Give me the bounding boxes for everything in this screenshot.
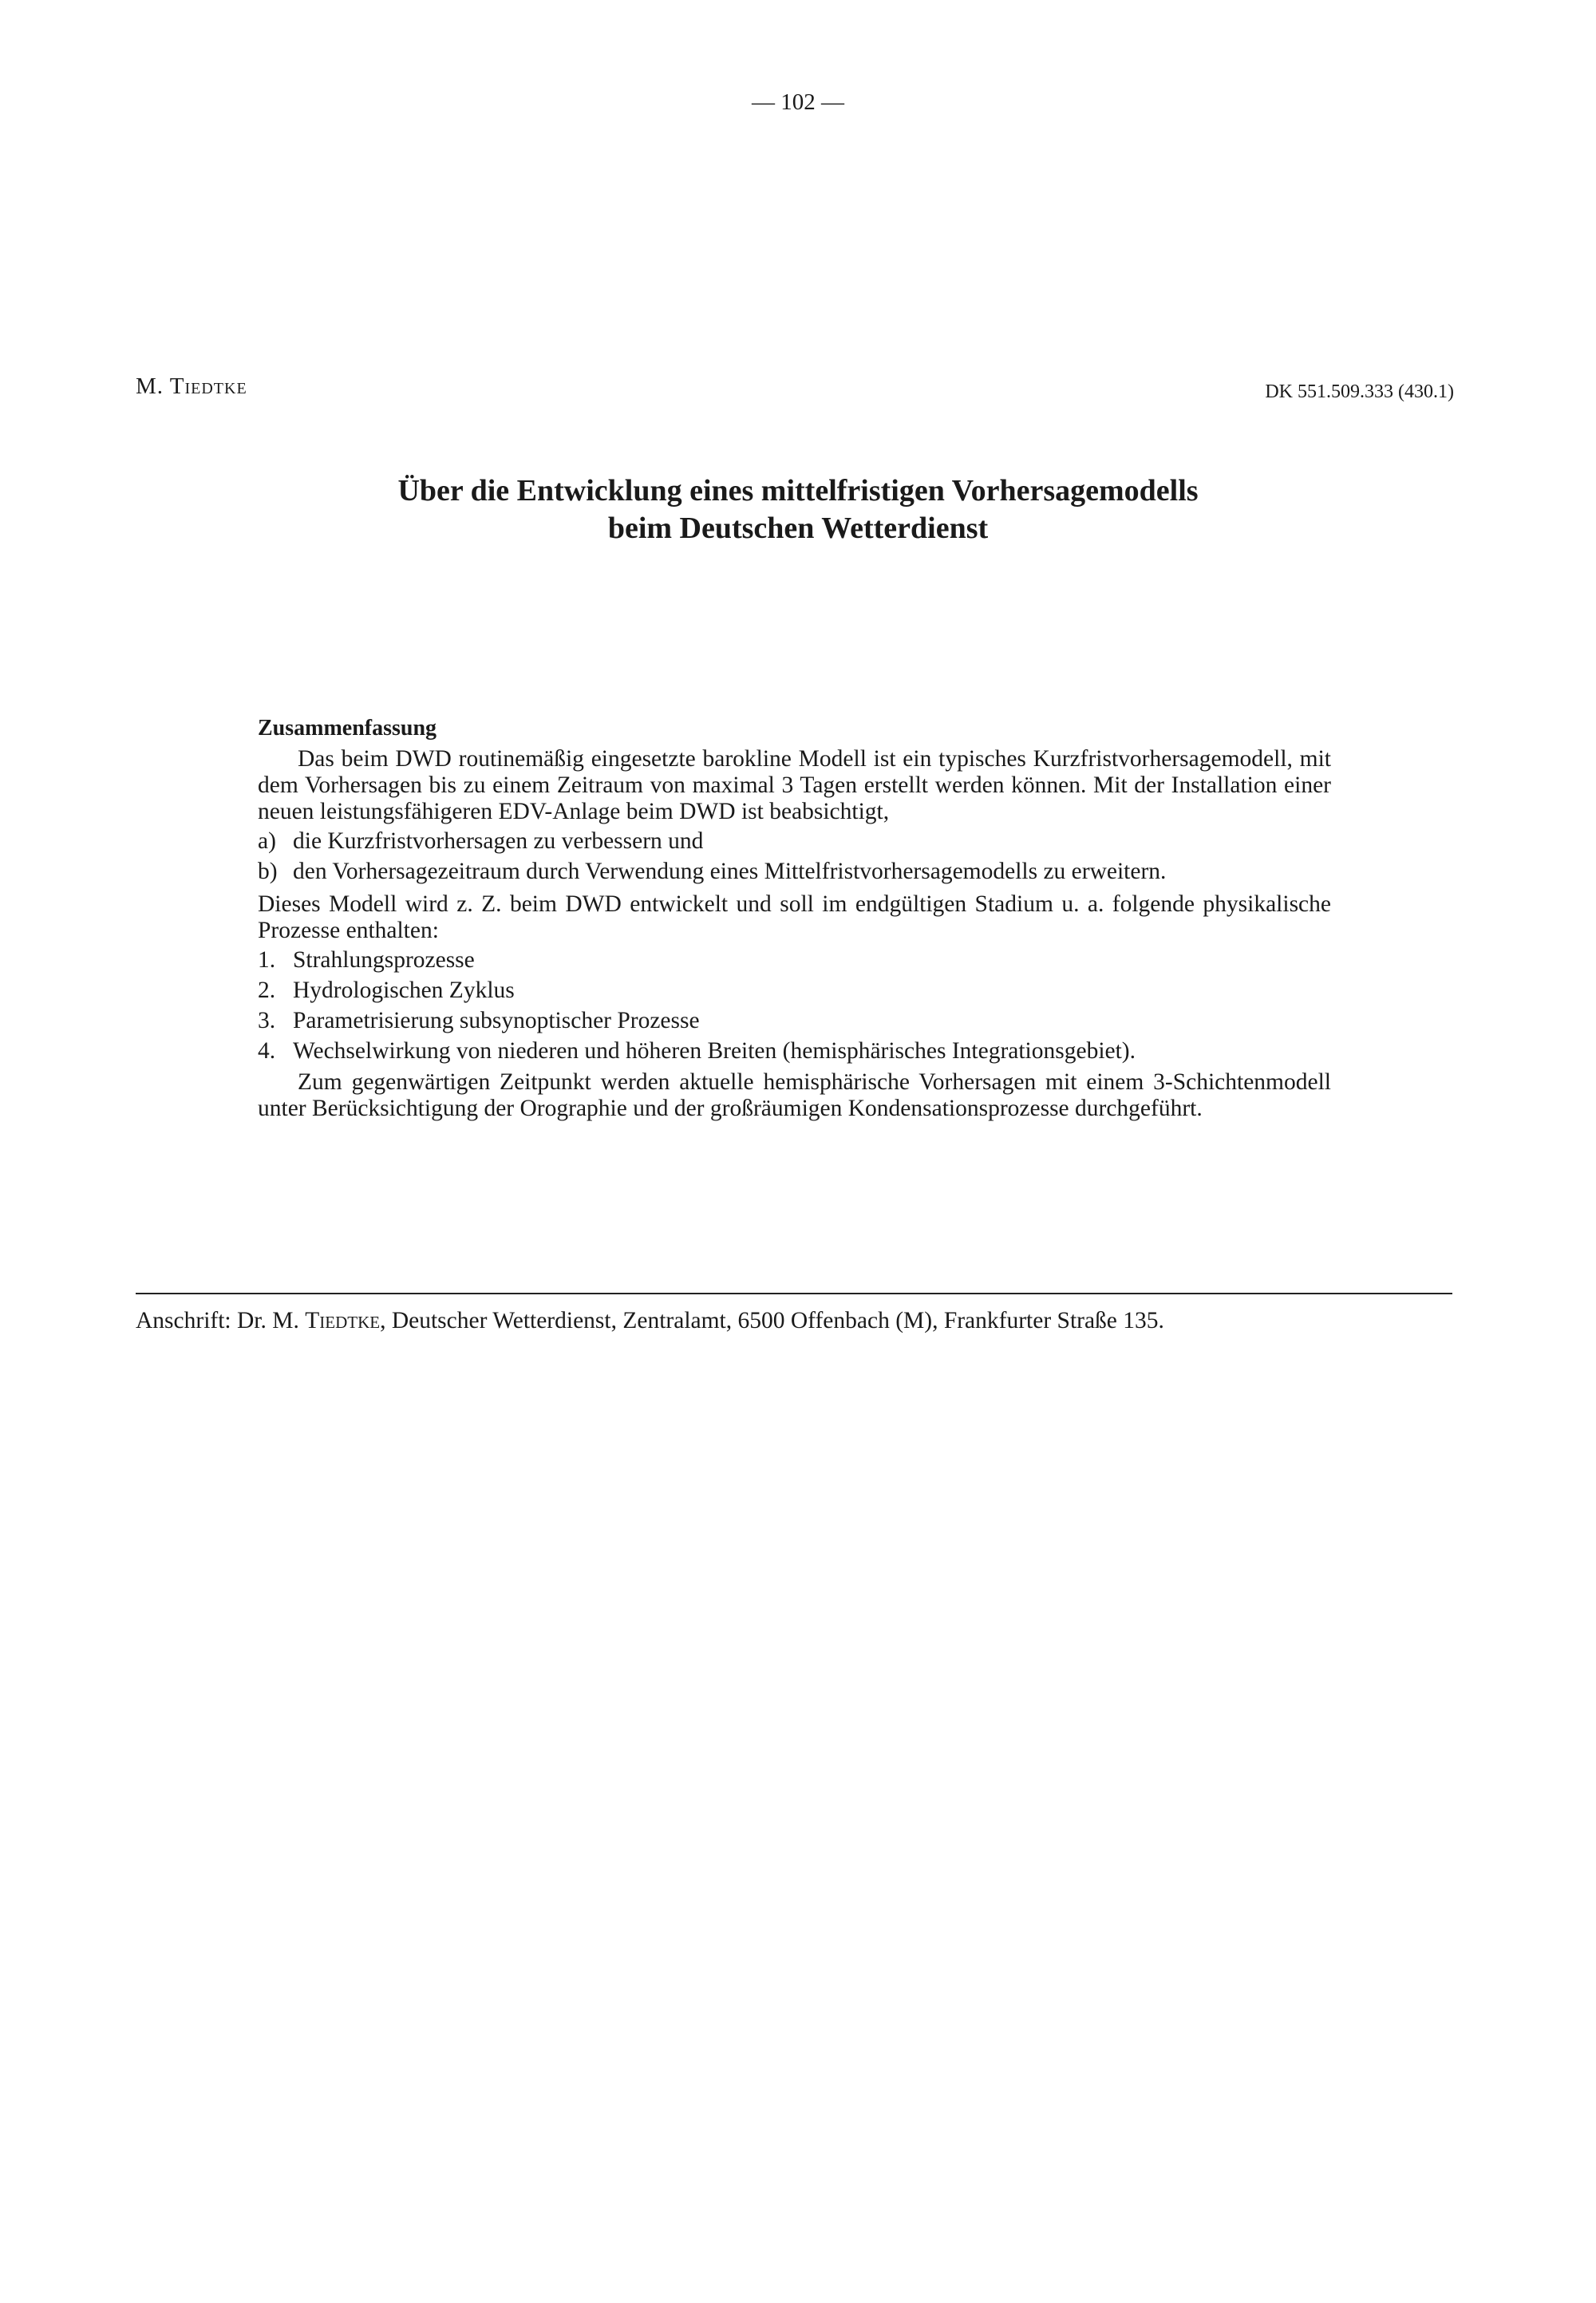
list-marker: a) xyxy=(258,828,276,854)
address-prefix: Dr. M. xyxy=(237,1308,299,1333)
list-item-text: die Kurzfristvorhersagen zu verbessern und xyxy=(293,828,704,854)
address-label: Anschrift: xyxy=(136,1308,231,1333)
list-marker: 3. xyxy=(258,1008,276,1033)
list-item-text: den Vorhersagezeitraum durch Verwendung eines Mittelfristvorhersagemodells zu erweitern. xyxy=(293,859,1167,884)
page-number: — 102 — xyxy=(752,89,844,115)
list-item-text: Wechselwirkung von niederen und höheren Breiten (hemisphärisches Integrationsgebiet). xyxy=(293,1038,1136,1064)
list-item xyxy=(258,947,1331,974)
list-item-text: Parametrisierung subsynoptischer Prozesse xyxy=(293,1008,700,1033)
list-item xyxy=(258,1038,1331,1065)
processes-list xyxy=(258,947,1331,1065)
list-item-text: Strahlungsprozesse xyxy=(293,947,475,973)
summary-heading: Zusammenfassung xyxy=(258,716,437,741)
list-item xyxy=(258,828,1331,855)
list-marker: b) xyxy=(258,859,278,884)
model-description: Dieses Modell wird z. Z. beim DWD entwickelt und soll im endgültigen Stadium u. a. folgende physikalische Prozesse enthalten: xyxy=(258,891,1331,943)
summary-closing: Zum gegenwärtigen Zeitpunkt werden aktuelle hemisphärische Vorhersagen mit einem 3-Schichtenmodell unter Berücksichtigung der Orographie und der großräumigen Kondensationsprozesse durchgeführt. xyxy=(258,1069,1331,1121)
footnote-divider xyxy=(136,1293,1452,1294)
title-line-1: Über die Entwicklung eines mittelfristigen Vorhersagemodells xyxy=(397,474,1199,508)
list-item xyxy=(258,859,1331,885)
list-item-text: Hydrologischen Zyklus xyxy=(293,978,515,1003)
list-marker: 4. xyxy=(258,1038,276,1064)
list-marker: 1. xyxy=(258,947,276,973)
classification-code: DK 551.509.333 (430.1) xyxy=(1265,381,1454,402)
summary-section xyxy=(258,715,1331,1122)
list-marker: 2. xyxy=(258,978,276,1003)
list-item xyxy=(258,978,1331,1004)
list-item xyxy=(258,1008,1331,1034)
author-address xyxy=(136,1307,1452,1334)
title-line-2: beim Deutschen Wetterdienst xyxy=(607,512,989,545)
goals-list xyxy=(258,828,1331,885)
article-title xyxy=(0,472,1596,547)
author-name: M. Tiedtke xyxy=(136,373,247,399)
address-details: , Deutscher Wetterdienst, Zentralamt, 6500 Offenbach (M), Frankfurter Straße 135. xyxy=(380,1308,1164,1333)
summary-intro: Das beim DWD routinemäßig eingesetzte barokline Modell ist ein typisches Kurzfristvorhersagemodell, mit dem Vorhersagen bis zu einem Zeitraum von maximal 3 Tagen erstellt werden können. Mit der Installation einer neuen leistungsfähigeren EDV-Anlage beim DWD ist beabsichtigt, xyxy=(258,746,1331,824)
address-name: Tiedtke xyxy=(305,1308,381,1333)
